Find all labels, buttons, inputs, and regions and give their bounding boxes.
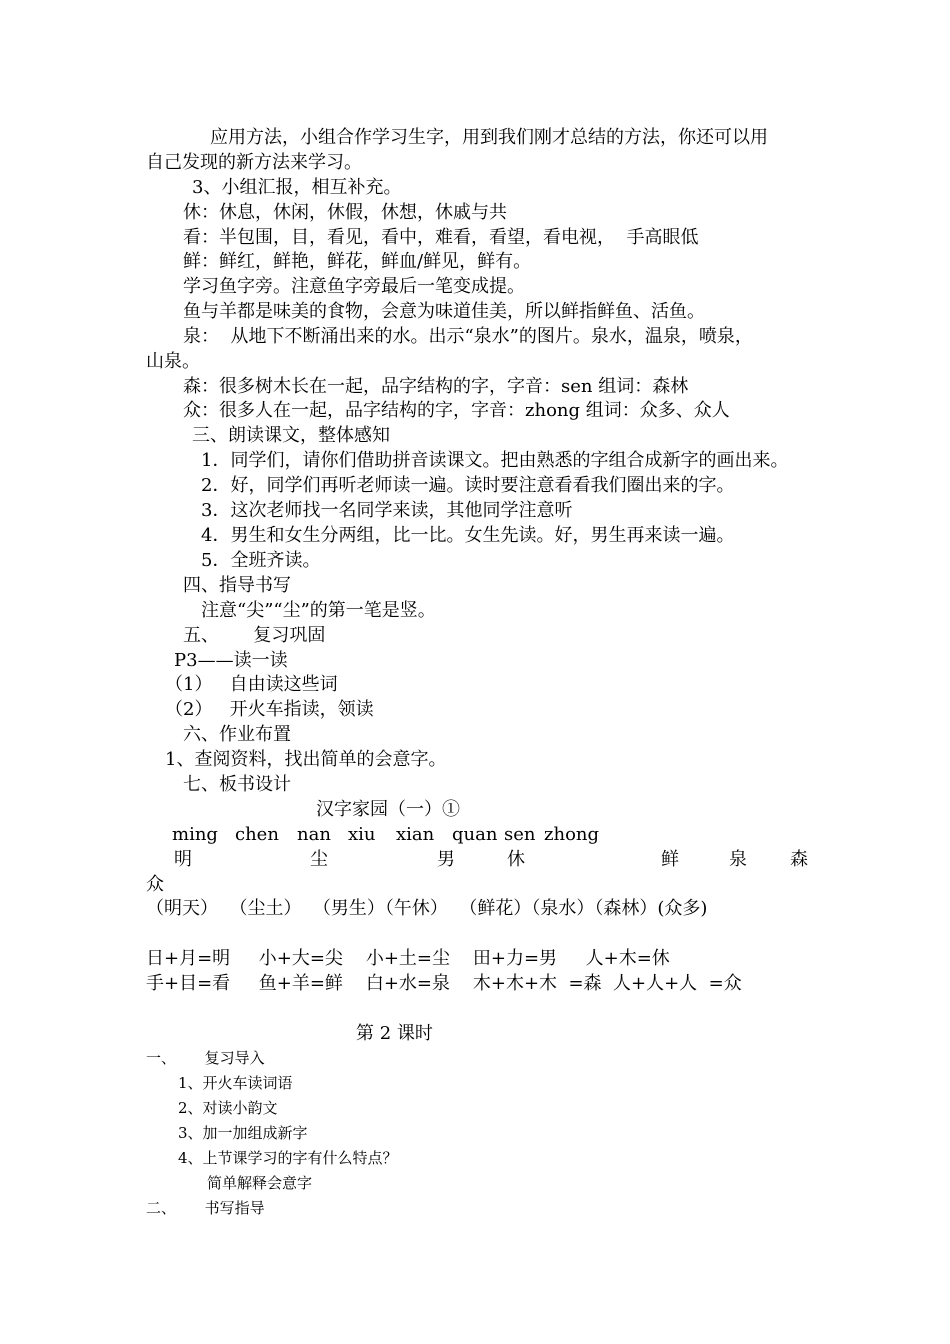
paragraph-line: 看：半包围，目，看见，看中，难看，看望，看电视， 手高眼低: [183, 227, 699, 248]
formula-row: 日+月=明 小+大=尖 小+土=尘 田+力=男 人+木=休: [146, 948, 670, 969]
pinyin: xiu: [348, 824, 376, 845]
character: 泉: [729, 849, 747, 870]
section-heading: 三、朗读课文，整体感知: [192, 425, 390, 446]
paragraph-line: P3——读一读: [174, 650, 288, 671]
pinyin: chen: [235, 824, 279, 845]
character: 明: [174, 849, 192, 870]
lesson-title: 第 2 课时: [356, 1023, 433, 1044]
pinyin: sen: [504, 824, 536, 845]
paragraph-line: 3、小组汇报，相互补充。: [192, 177, 402, 198]
section-heading: 六、作业布置: [183, 724, 291, 745]
pinyin: zhong: [544, 824, 600, 845]
section-heading: 四、指导书写: [183, 575, 291, 596]
section-heading: 七、板书设计: [183, 774, 291, 795]
list-item: 1、开火车读词语: [178, 1074, 293, 1092]
paragraph-line: 鱼与羊都是味美的食物，会意为味道佳美，所以鲜指鲜鱼、活鱼。: [183, 301, 705, 322]
words-row: （明天） （尘土） （男生）（午休） （鲜花）（泉水）（森林）(众多): [146, 898, 708, 919]
list-item: 4．男生和女生分两组，比一比。女生先读。好，男生再来读一遍。: [201, 525, 735, 546]
list-item: 2、对读小韵文: [178, 1099, 278, 1117]
paragraph-line: 休：休息，休闲，休假，休想，休戚与共: [183, 202, 507, 223]
list-item: 4、上节课学习的字有什么特点？: [178, 1149, 398, 1167]
character: 鲜: [661, 849, 679, 870]
paragraph-line: 众：很多人在一起，品字结构的字，字音：zhong 组词：众多、众人: [183, 400, 730, 421]
list-item: 2．好，同学们再听老师读一遍。读时要注意看看我们圈出来的字。: [201, 475, 735, 496]
pinyin: quan: [452, 824, 498, 845]
paragraph-line: 泉： 从地下不断涌出来的水。出示“泉水”的图片。泉水，温泉，喷泉，: [183, 326, 753, 347]
list-item: （1） 自由读这些词: [165, 674, 338, 695]
list-item: 5．全班齐读。: [201, 550, 321, 571]
section-heading: 二、 书写指导: [146, 1199, 265, 1217]
pinyin: xian: [396, 824, 435, 845]
character: 森: [790, 849, 808, 870]
paragraph-line: 自己发现的新方法来学习。: [146, 152, 362, 173]
paragraph-line: 鲜：鲜红，鲜艳，鲜花，鲜血/鲜见，鲜有。: [183, 251, 532, 272]
character: 男: [437, 849, 455, 870]
formula-row: 手+目=看 鱼+羊=鲜 白+水=泉 木+木+木 =森 人+人+人 =众: [146, 973, 742, 994]
paragraph-line: 学习鱼字旁。注意鱼字旁最后一笔变成提。: [183, 276, 525, 297]
list-item: 3．这次老师找一名同学来读，其他同学注意听: [201, 500, 573, 521]
list-item: 1、查阅资料，找出简单的会意字。: [165, 749, 447, 770]
paragraph-line: 简单解释会意字: [207, 1174, 313, 1192]
paragraph-line: 山泉。: [146, 351, 200, 372]
character: 众: [146, 874, 164, 895]
list-item: （2） 开火车指读，领读: [165, 699, 374, 720]
paragraph-line: 森：很多树木长在一起，品字结构的字，字音：sen 组词：森林: [183, 376, 689, 397]
paragraph-line: 注意“尖”“尘”的第一笔是竖。: [201, 600, 436, 621]
section-heading: 五、 复习巩固: [183, 625, 326, 646]
pinyin: nan: [297, 824, 331, 845]
list-item: 3、加一加组成新字: [178, 1124, 308, 1142]
character: 尘: [310, 849, 328, 870]
paragraph-line: 应用方法，小组合作学习生字，用到我们刚才总结的方法，你还可以用: [210, 127, 768, 148]
character: 休: [507, 849, 525, 870]
board-title: 汉字家园（一）①: [316, 799, 460, 820]
pinyin: ming: [172, 824, 218, 845]
list-item: 1．同学们，请你们借助拼音读课文。把由熟悉的字组合成新字的画出来。: [201, 450, 789, 471]
section-heading: 一、 复习导入: [146, 1049, 265, 1067]
